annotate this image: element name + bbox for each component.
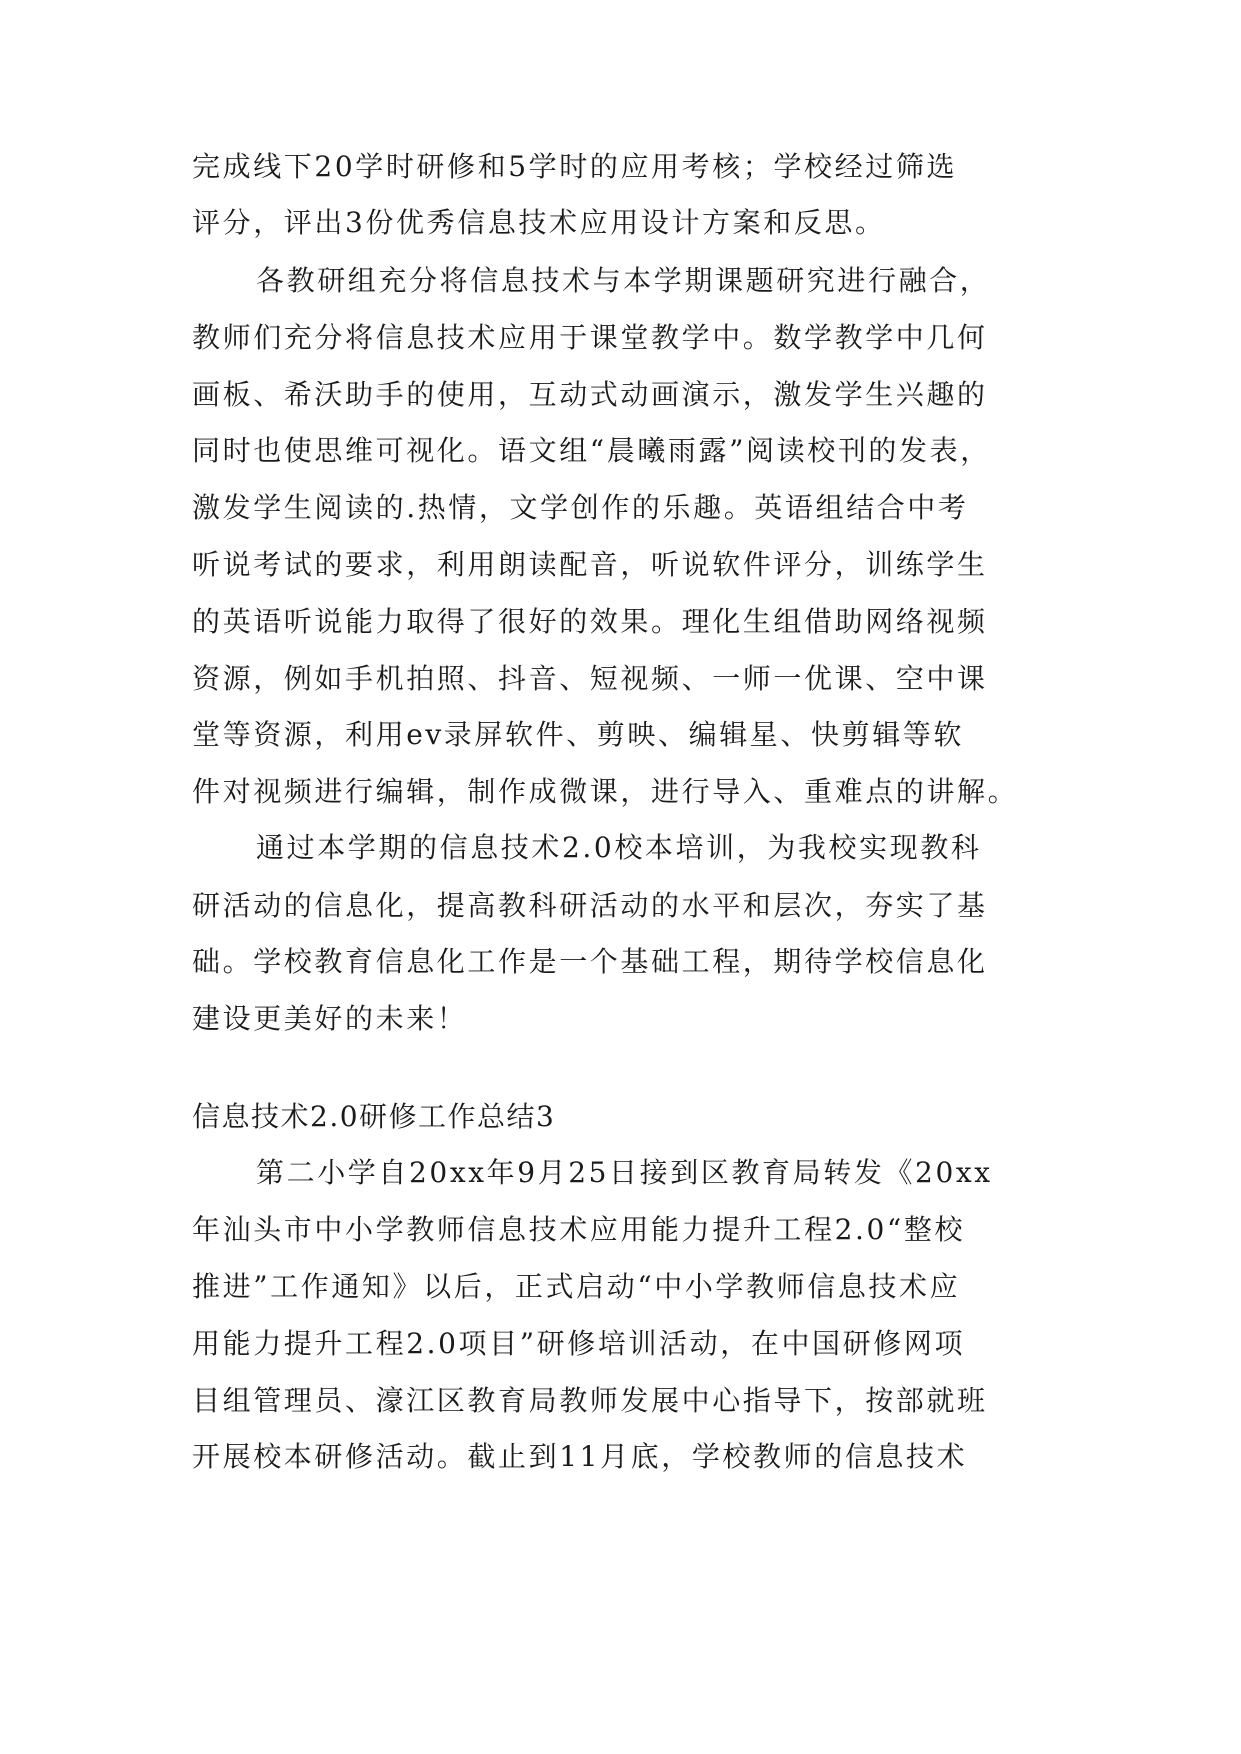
- text-line: 画板、希沃助手的使用，互动式动画演示，激发学生兴趣的: [192, 378, 988, 411]
- text-line: 资源，例如手机拍照、抖音、短视频、一师一优课、空中课: [192, 662, 988, 695]
- text-line: 建设更美好的未来！: [192, 1002, 468, 1035]
- text-line: 评分，评出3份优秀信息技术应用设计方案和反思。: [192, 206, 886, 239]
- text-line: 用能力提升工程2.0项目”研修培训活动，在中国研修网项: [192, 1327, 966, 1360]
- section-heading: 信息技术2.0研修工作总结3: [192, 1100, 556, 1133]
- text-line: 的英语听说能力取得了很好的效果。理化生组借助网络视频: [192, 605, 988, 638]
- text-line: 完成线下20学时研修和5学时的应用考核；学校经过筛选: [192, 150, 958, 183]
- text-line: 堂等资源，利用ev录屏软件、剪映、编辑星、快剪辑等软: [192, 718, 964, 751]
- text-line: 目组管理员、濠江区教育局教师发展中心指导下，按部就班: [192, 1384, 988, 1417]
- text-line: 同时也使思维可视化。语文组“晨曦雨露”阅读校刊的发表，: [192, 434, 991, 467]
- text-line: 件对视频进行编辑，制作成微课，进行导入、重难点的讲解。: [192, 775, 1019, 808]
- text-line: 年汕头市中小学教师信息技术应用能力提升工程2.0“整校: [192, 1213, 966, 1246]
- text-line: 第二小学自20xx年9月25日接到区教育局转发《20xx: [256, 1156, 993, 1189]
- text-line: 础。学校教育信息化工作是一个基础工程，期待学校信息化: [192, 945, 988, 978]
- text-line: 听说考试的要求，利用朗读配音，听说软件评分，训练学生: [192, 548, 988, 581]
- text-line: 推进”工作通知》以后，正式启动“中小学教师信息技术应: [192, 1270, 961, 1303]
- text-line: 教师们充分将信息技术应用于课堂教学中。数学教学中几何: [192, 321, 988, 354]
- text-line: 开展校本研修活动。截止到11月底，学校教师的信息技术: [192, 1440, 968, 1473]
- text-line: 激发学生阅读的.热情，文学创作的乐趣。英语组结合中考: [192, 491, 969, 524]
- text-line: 各教研组充分将信息技术与本学期课题研究进行融合，: [256, 264, 991, 297]
- text-line: 研活动的信息化，提高教科研活动的水平和层次，夯实了基: [192, 889, 988, 922]
- text-line: 通过本学期的信息技术2.0校本培训，为我校实现教科: [256, 831, 982, 864]
